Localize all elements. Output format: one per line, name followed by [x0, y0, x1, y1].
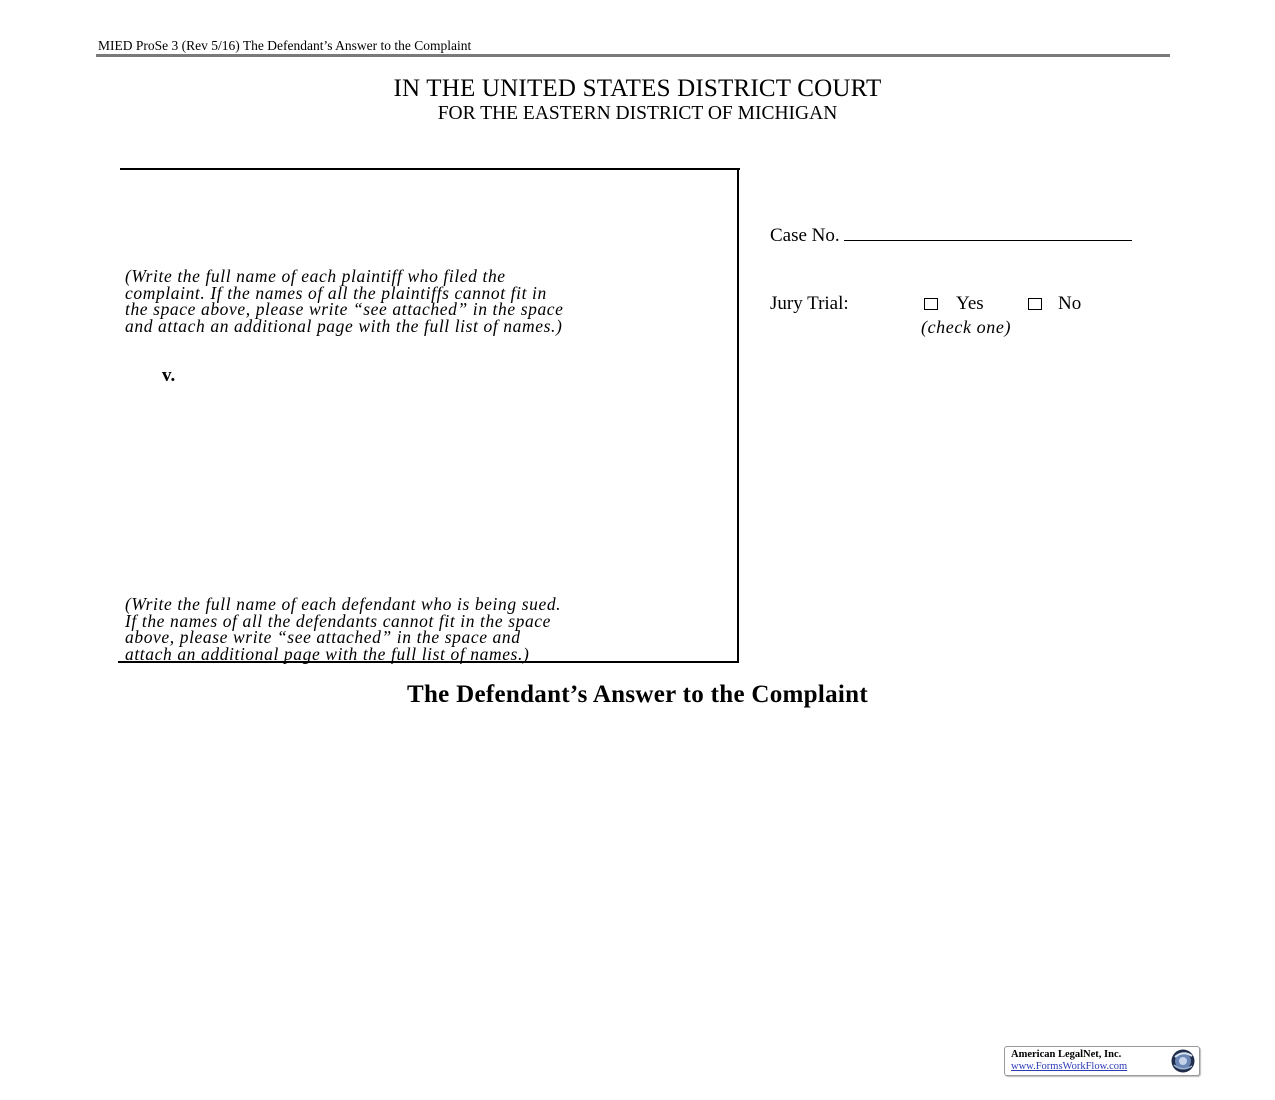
- badge-company: American LegalNet, Inc.: [1011, 1049, 1122, 1060]
- caption-top-border: [120, 168, 740, 170]
- caption-right-border: [737, 168, 739, 663]
- instruction-line: If the names of all the defendants cannot fit in the space: [125, 610, 552, 631]
- header-rule: [96, 54, 1170, 57]
- case-number-field: [770, 222, 1132, 247]
- instruction-line: above, please write “see attached” in the space and: [125, 627, 521, 648]
- defendant-instructions: [125, 596, 561, 662]
- court-district: FOR THE EASTERN DISTRICT OF MICHIGAN: [437, 103, 838, 124]
- instruction-line: (Write the full name of each defendant who is being sued.: [125, 594, 562, 614]
- instruction-line: the space above, please write “see attached” in the space: [125, 299, 564, 320]
- case-number-input[interactable]: [844, 222, 1132, 241]
- plaintiff-instructions: [125, 268, 564, 334]
- form-identifier: MIED ProSe 3 (Rev 5/16) The Defendant’s Answer to the Complaint: [98, 38, 472, 53]
- legalnet-badge[interactable]: [1004, 1046, 1200, 1076]
- jury-yes-checkbox[interactable]: [924, 298, 938, 310]
- jury-trial-label: Jury Trial:: [770, 293, 849, 314]
- jury-yes-label: Yes: [956, 293, 984, 314]
- instruction-line: and attach an additional page with the full list of names.): [125, 315, 563, 336]
- check-one-hint: (check one): [921, 317, 1012, 337]
- jury-no-checkbox[interactable]: [1028, 298, 1042, 310]
- globe-logo-icon: [1169, 1048, 1196, 1074]
- jury-no-label: No: [1058, 293, 1082, 314]
- badge-url-link[interactable]: www.FormsWorkFlow.com: [1011, 1061, 1128, 1072]
- case-number-label: Case No.: [770, 225, 840, 246]
- versus-label: v.: [162, 365, 176, 386]
- instruction-line: attach an additional page with the full list of names.): [125, 643, 530, 664]
- document-title: The Defendant’s Answer to the Complaint: [406, 681, 869, 708]
- instruction-line: complaint. If the names of all the plaintiffs cannot fit in: [125, 282, 547, 303]
- instruction-line: (Write the full name of each plaintiff who filed the: [125, 266, 506, 286]
- court-title: IN THE UNITED STATES DISTRICT COURT: [393, 75, 882, 102]
